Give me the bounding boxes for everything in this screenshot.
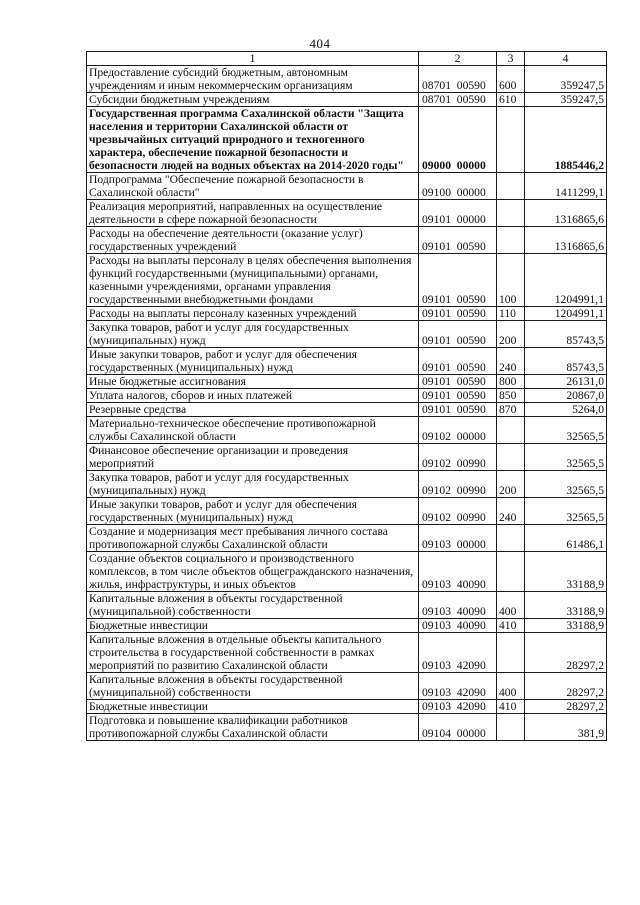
row-expense-type: 410	[497, 700, 525, 714]
row-code: 09100 00000	[419, 173, 497, 200]
row-amount: 85743,5	[525, 321, 607, 348]
row-expense-type: 870	[497, 403, 525, 417]
table-row	[87, 471, 607, 498]
row-expense-type: 610	[497, 93, 525, 107]
table-row	[87, 227, 607, 254]
row-expense-type: 200	[497, 321, 525, 348]
row-code: 08701 00590	[419, 66, 497, 93]
row-amount: 359247,5	[525, 93, 607, 107]
row-name: Капитальные вложения в объекты государственной (муниципальной) собственности	[87, 592, 419, 619]
row-expense-type: 200	[497, 471, 525, 498]
row-code: 08701 00590	[419, 93, 497, 107]
row-code: 09103 42090	[419, 700, 497, 714]
row-amount: 32565,5	[525, 471, 607, 498]
table-row	[87, 673, 607, 700]
row-amount: 1316865,6	[525, 227, 607, 254]
table-row	[87, 66, 607, 93]
row-name: Предоставление субсидий бюджетным, автономным учреждениям и иным некоммерческим организациям	[87, 66, 419, 93]
row-name: Капитальные вложения в отдельные объекты капитального строительства в государственной собственности в рамках мероприятий по развитию Сахалинской области	[87, 633, 419, 673]
row-code: 09101 00590	[419, 375, 497, 389]
row-name: Расходы на выплаты персоналу в целях обеспечения выполнения функций государственными (муниципальными) органами, казенными учреждениями, органами управления государственными внебюджетными фондами	[87, 254, 419, 307]
row-name: Материально-техническое обеспечение противопожарной службы Сахалинской области	[87, 417, 419, 444]
budget-table	[86, 51, 607, 741]
table-row	[87, 714, 607, 741]
row-name: Резервные средства	[87, 403, 419, 417]
row-expense-type: 850	[497, 389, 525, 403]
table-row	[87, 403, 607, 417]
row-name: Создание и модернизация мест пребывания личного состава противопожарной службы Сахалинской области	[87, 525, 419, 552]
row-amount: 61486,1	[525, 525, 607, 552]
table-row	[87, 173, 607, 200]
row-amount: 33188,9	[525, 552, 607, 592]
table-row	[87, 444, 607, 471]
row-name: Подготовка и повышение квалификации работников противопожарной службы Сахалинской области	[87, 714, 419, 741]
row-name: Подпрограмма "Обеспечение пожарной безопасности в Сахалинской области"	[87, 173, 419, 200]
row-amount: 28297,2	[525, 673, 607, 700]
row-expense-type	[497, 444, 525, 471]
row-expense-type	[497, 173, 525, 200]
row-code: 09101 00590	[419, 307, 497, 321]
row-expense-type	[497, 227, 525, 254]
row-name: Создание объектов социального и производственного комплексов, в том числе объектов общегражданского назначения, жилья, инфраструктуры, и иных объектов	[87, 552, 419, 592]
row-name: Реализация мероприятий, направленных на осуществление деятельности в сфере пожарной безопасности	[87, 200, 419, 227]
table-row	[87, 592, 607, 619]
table-row	[87, 375, 607, 389]
row-amount: 359247,5	[525, 66, 607, 93]
table-row	[87, 348, 607, 375]
row-amount: 26131,0	[525, 375, 607, 389]
row-code: 09102 00990	[419, 444, 497, 471]
table-row	[87, 417, 607, 444]
table-row	[87, 107, 607, 173]
table-header	[87, 52, 607, 66]
row-name: Субсидии бюджетным учреждениям	[87, 93, 419, 107]
table-body	[87, 66, 607, 741]
header-col-type: 3	[497, 52, 525, 66]
row-code: 09103 42090	[419, 633, 497, 673]
row-amount: 20867,0	[525, 389, 607, 403]
table-row	[87, 254, 607, 307]
row-amount: 32565,5	[525, 417, 607, 444]
row-code: 09101 00590	[419, 227, 497, 254]
row-expense-type	[497, 107, 525, 173]
row-expense-type: 400	[497, 673, 525, 700]
row-name: Закупка товаров, работ и услуг для государственных (муниципальных) нужд	[87, 321, 419, 348]
row-amount: 1411299,1	[525, 173, 607, 200]
row-code: 09101 00590	[419, 321, 497, 348]
row-expense-type	[497, 200, 525, 227]
row-name: Финансовое обеспечение организации и проведения мероприятий	[87, 444, 419, 471]
row-amount: 28297,2	[525, 700, 607, 714]
row-expense-type: 110	[497, 307, 525, 321]
row-expense-type: 100	[497, 254, 525, 307]
table-row	[87, 525, 607, 552]
row-code: 09103 00000	[419, 525, 497, 552]
row-name: Государственная программа Сахалинской области "Защита населения и территории Сахалинской области от чрезвычайных ситуаций природного и техногенного характера, обеспечение пожарной безопасности и безопасности людей на водных объектах на 2014-2020 годы"	[87, 107, 419, 173]
row-amount: 1204991,1	[525, 254, 607, 307]
row-code: 09103 42090	[419, 673, 497, 700]
row-amount: 85743,5	[525, 348, 607, 375]
row-code: 09104 00000	[419, 714, 497, 741]
row-code: 09101 00590	[419, 348, 497, 375]
row-name: Бюджетные инвестиции	[87, 619, 419, 633]
table-row	[87, 93, 607, 107]
header-col-code: 2	[419, 52, 497, 66]
row-code: 09101 00000	[419, 200, 497, 227]
table-row	[87, 619, 607, 633]
row-code: 09101 00590	[419, 389, 497, 403]
table-row	[87, 321, 607, 348]
table-row	[87, 498, 607, 525]
row-amount: 33188,9	[525, 592, 607, 619]
table-row	[87, 633, 607, 673]
row-name: Иные закупки товаров, работ и услуг для обеспечения государственных (муниципальных) нужд	[87, 348, 419, 375]
table-row	[87, 700, 607, 714]
row-name: Иные бюджетные ассигнования	[87, 375, 419, 389]
row-expense-type: 240	[497, 498, 525, 525]
row-amount: 32565,5	[525, 444, 607, 471]
row-code: 09101 00590	[419, 254, 497, 307]
row-name: Расходы на выплаты персоналу казенных учреждений	[87, 307, 419, 321]
row-amount: 1316865,6	[525, 200, 607, 227]
row-code: 09103 40090	[419, 592, 497, 619]
row-expense-type: 800	[497, 375, 525, 389]
row-name: Иные закупки товаров, работ и услуг для обеспечения государственных (муниципальных) нужд	[87, 498, 419, 525]
row-code: 09103 40090	[419, 552, 497, 592]
row-name: Закупка товаров, работ и услуг для государственных (муниципальных) нужд	[87, 471, 419, 498]
row-name: Уплата налогов, сборов и иных платежей	[87, 389, 419, 403]
row-expense-type	[497, 525, 525, 552]
row-code: 09102 00990	[419, 471, 497, 498]
header-col-sum: 4	[525, 52, 607, 66]
row-code: 09102 00990	[419, 498, 497, 525]
row-expense-type: 400	[497, 592, 525, 619]
header-row	[87, 52, 607, 66]
row-amount: 1885446,2	[525, 107, 607, 173]
table-row	[87, 389, 607, 403]
table-row	[87, 307, 607, 321]
page-number: 404	[309, 36, 331, 51]
row-code: 09102 00000	[419, 417, 497, 444]
row-expense-type	[497, 714, 525, 741]
row-amount: 33188,9	[525, 619, 607, 633]
row-amount: 381,9	[525, 714, 607, 741]
table-row	[87, 200, 607, 227]
row-expense-type	[497, 552, 525, 592]
row-name: Капитальные вложения в объекты государственной (муниципальной) собственности	[87, 673, 419, 700]
row-code: 09101 00590	[419, 403, 497, 417]
row-expense-type	[497, 417, 525, 444]
row-amount: 1204991,1	[525, 307, 607, 321]
header-col-name: 1	[87, 52, 419, 66]
row-expense-type: 600	[497, 66, 525, 93]
row-code: 09000 00000	[419, 107, 497, 173]
row-expense-type: 240	[497, 348, 525, 375]
row-expense-type: 410	[497, 619, 525, 633]
row-amount: 32565,5	[525, 498, 607, 525]
table-row	[87, 552, 607, 592]
row-amount: 5264,0	[525, 403, 607, 417]
row-code: 09103 40090	[419, 619, 497, 633]
row-expense-type	[497, 633, 525, 673]
row-amount: 28297,2	[525, 633, 607, 673]
row-name: Бюджетные инвестиции	[87, 700, 419, 714]
row-name: Расходы на обеспечение деятельности (оказание услуг) государственных учреждений	[87, 227, 419, 254]
